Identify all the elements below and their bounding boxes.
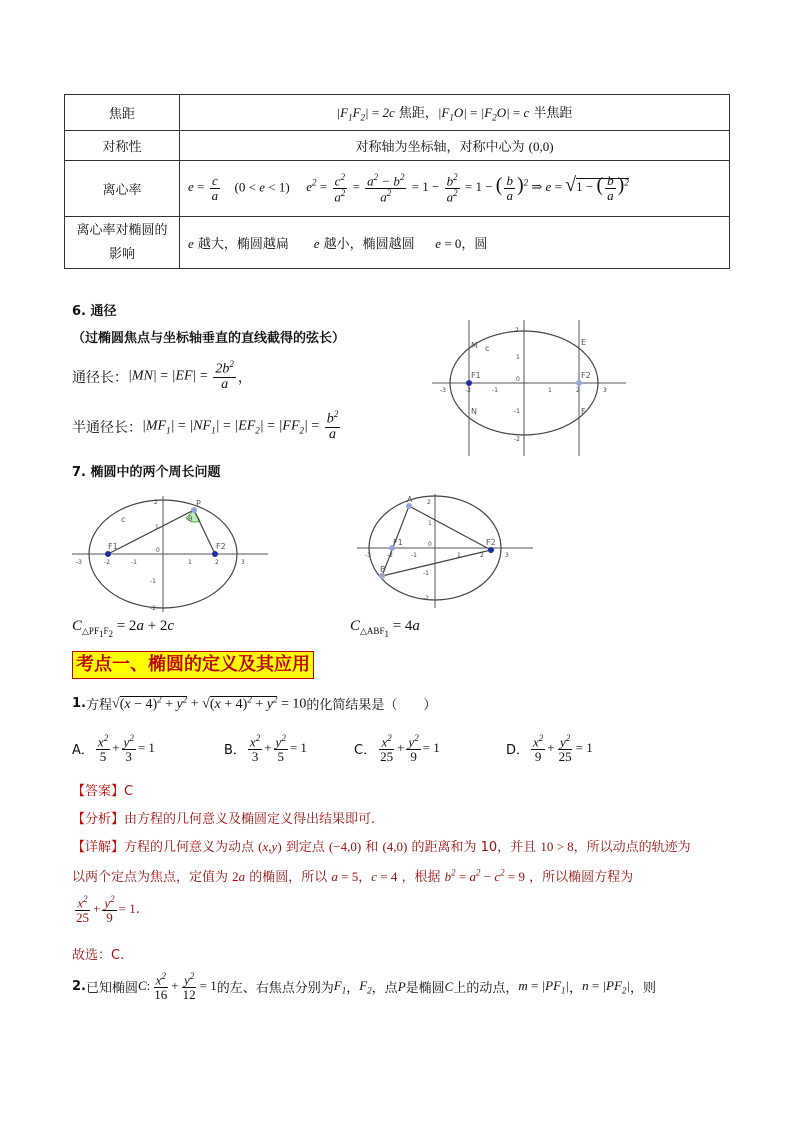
y-tick: -2 bbox=[514, 436, 520, 443]
table-row bbox=[65, 161, 730, 217]
angle-label-theta: θ bbox=[188, 515, 193, 523]
x-tick: -2 bbox=[465, 387, 471, 394]
x-tick: 2 bbox=[576, 387, 580, 394]
focus-f2 bbox=[212, 551, 218, 557]
focus-f1 bbox=[466, 380, 472, 386]
x-tick: -1 bbox=[411, 552, 417, 559]
y-tick: -1 bbox=[150, 578, 156, 585]
row-label bbox=[65, 217, 180, 269]
y-tick: 1 bbox=[155, 524, 159, 531]
x-tick: 1 bbox=[548, 387, 552, 394]
row-label-line1: 离心率对椭圆的 bbox=[76, 222, 168, 238]
latus-rectum-figure bbox=[428, 318, 628, 458]
row-label: 对称性 bbox=[65, 131, 180, 161]
triangle-pf1f2-figure bbox=[70, 494, 270, 614]
triangle-abf1-figure bbox=[355, 492, 535, 610]
option-key: C． bbox=[354, 743, 377, 759]
origin-label: 0 bbox=[516, 376, 520, 383]
y-tick: 2 bbox=[154, 499, 158, 506]
focus-f2 bbox=[488, 547, 494, 553]
point-label-m: M bbox=[471, 341, 478, 350]
x-tick: -1 bbox=[131, 559, 137, 566]
ban-tongjing-formula: 半通径长： $|MF_1| = |NF_1| = |EF_2| = |FF_2|$ = $\frac{b^2}{a}$ bbox=[72, 409, 339, 443]
q1-detail-line3: $\frac{x^2}{25}$ + $\frac{y^2}{9}$ = 1 . bbox=[76, 894, 140, 925]
point-label-f2: F2 bbox=[486, 538, 496, 547]
focal-distance-cell: $|F_1F_2| = 2c$ 焦距，$|F_1O| = |F_2O| = c$ 半焦距 bbox=[180, 95, 730, 131]
answer-value: C bbox=[124, 784, 134, 799]
row-label: 焦距 bbox=[65, 95, 180, 131]
y-tick: -1 bbox=[514, 408, 520, 415]
table-row bbox=[65, 95, 730, 131]
ban-label: 半通径长： bbox=[72, 419, 142, 436]
y-tick: -1 bbox=[423, 570, 429, 577]
point-label-p: P bbox=[196, 499, 201, 508]
section6-heading: 6. 通径 bbox=[72, 304, 117, 319]
point-label-n: N bbox=[471, 407, 477, 416]
x-tick: 2 bbox=[215, 559, 219, 566]
q1-analysis bbox=[72, 808, 375, 827]
analysis-text: 由方程的几何意义及椭圆定义得出结果即可. bbox=[124, 812, 376, 827]
q1-stem: 1. 方程 $√(x - 4)^2 + y^2 + √(x + 4)^2 + y^2 = 10$ 的化简结果是（ ） bbox=[72, 694, 437, 713]
focus-f2 bbox=[576, 380, 582, 386]
q1-option-a[interactable]: A． $\frac{x^2}{5}$ + $\frac{y^2}{3}$ = 1 bbox=[72, 733, 155, 764]
x-tick: -3 bbox=[76, 559, 82, 566]
row-label: 离心率 bbox=[65, 161, 180, 217]
y-tick: -2 bbox=[150, 605, 156, 612]
q1-answer bbox=[72, 780, 133, 799]
point-label-e: E bbox=[581, 338, 587, 347]
perimeter-formula-left: $C_{\triangle PF_1F_2} = 2a + 2c$ bbox=[72, 618, 175, 639]
x-tick: 3 bbox=[603, 387, 607, 394]
y-tick: 2 bbox=[515, 327, 519, 334]
eccentricity-effect-cell: e 越大，椭圆越扁 e 越小，椭圆越圆 e = 0，圆 bbox=[180, 217, 730, 269]
perimeter-formula-right: $C_{\triangle ABF_1} = 4a$ bbox=[350, 618, 420, 639]
y-tick: 1 bbox=[428, 520, 432, 527]
point-label-f1: F1 bbox=[108, 542, 118, 551]
row-label-line2: 影响 bbox=[108, 246, 135, 262]
origin-label: 0 bbox=[428, 541, 432, 548]
topic-title: 考点一、椭圆的定义及其应用 bbox=[72, 651, 314, 679]
y-tick: -2 bbox=[423, 595, 429, 602]
section6-subheading: （过椭圆焦点与坐标轴垂直的直线截得的弦长） bbox=[72, 331, 346, 346]
x-tick: -1 bbox=[492, 387, 498, 394]
detail-tag: 【详解】 bbox=[72, 840, 125, 855]
x-tick: -2 bbox=[387, 552, 393, 559]
q1-choice: 故选：C. bbox=[72, 948, 125, 963]
y-tick: 2 bbox=[427, 499, 431, 506]
curve-label-c: c bbox=[485, 344, 490, 353]
option-key: D． bbox=[506, 743, 530, 759]
q2-stem: 2. 已知椭圆 C: $\frac{x^2}{16}$ + $\frac{y^2}{12}$ = 1 的左、右焦点分别为 $F_1$ ， $F_2$ ，点 P 是椭圆 C 上的动点， $m = |PF_1|$ ， $n = |PF_2|$ ，则 bbox=[72, 971, 657, 1002]
focus-f1 bbox=[105, 551, 111, 557]
q1-detail-line2: 以两个定点为焦点，定值为 2a 的椭圆，所以 a = 5，c = 4 ，根据 $b^2 = a^2 - c^2 = 9$ ，所以椭圆方程为 bbox=[72, 867, 634, 885]
x-tick: 3 bbox=[505, 552, 509, 559]
y-tick: 1 bbox=[516, 354, 520, 361]
q1-option-d[interactable]: D． $\frac{x^2}{9}$ + $\frac{y^2}{25}$ = 1 bbox=[506, 733, 593, 764]
option-key: A． bbox=[72, 743, 94, 759]
point-label-f: F bbox=[581, 407, 586, 416]
x-tick: 1 bbox=[457, 552, 461, 559]
section7-heading: 7. 椭圆中的两个周长问题 bbox=[72, 465, 221, 480]
x-tick: 3 bbox=[241, 559, 245, 566]
point-label-f2: F2 bbox=[581, 371, 591, 380]
point-label-f2: F2 bbox=[216, 542, 226, 551]
table-row bbox=[65, 217, 730, 269]
x-tick: -3 bbox=[440, 387, 446, 394]
point-label-f1: F1 bbox=[393, 538, 403, 547]
q1-option-c[interactable]: C． $\frac{x^2}{25}$ + $\frac{y^2}{9}$ = 1 bbox=[354, 733, 440, 764]
x-tick: -2 bbox=[104, 559, 110, 566]
point-label-a: A bbox=[407, 495, 413, 504]
tongjing-label: 通径长： bbox=[72, 369, 128, 386]
analysis-tag: 【分析】 bbox=[72, 812, 125, 827]
tongjing-formula: 通径长： |MN| = |EF| = $\frac{2b^2}{a}$ ， bbox=[72, 359, 252, 393]
point-label-f1: F1 bbox=[471, 371, 481, 380]
x-tick: -3 bbox=[365, 552, 371, 559]
x-tick: 1 bbox=[188, 559, 192, 566]
point-label-b: B bbox=[380, 565, 386, 574]
q1-option-b[interactable]: B． $\frac{x^2}{3}$ + $\frac{y^2}{5}$ = 1 bbox=[224, 733, 307, 764]
option-key: B． bbox=[224, 743, 246, 759]
q1-detail-line1: 【详解】方程的几何意义为动点 (x,y) 到定点 (−4,0) 和 (4,0) 的距离和为 10，并且 10 > 8，所以动点的轨迹为 bbox=[72, 839, 691, 855]
x-tick: 2 bbox=[480, 552, 484, 559]
curve-label-c: c bbox=[121, 515, 126, 524]
table-row bbox=[65, 131, 730, 161]
eccentricity-cell: e = $\frac{c}{a}$ (0 < e < 1) $e^2$ = $\frac{c^2}{a^2}$ = $\frac{a^2 - b^2}{a^2}$ = 1 − $\frac{b^2}{a^2}$ = 1 − ( $\frac{b}{a}$ )$^2$ ⇒ e = √1 − ( $\frac{b}{a}$ )$^2$ bbox=[180, 161, 730, 217]
ellipse-properties-table bbox=[64, 94, 730, 269]
symmetry-cell: 对称轴为坐标轴，对称中心为 (0,0) bbox=[180, 131, 730, 161]
origin-label: 0 bbox=[156, 547, 160, 554]
answer-tag: 【答案】 bbox=[72, 784, 125, 799]
